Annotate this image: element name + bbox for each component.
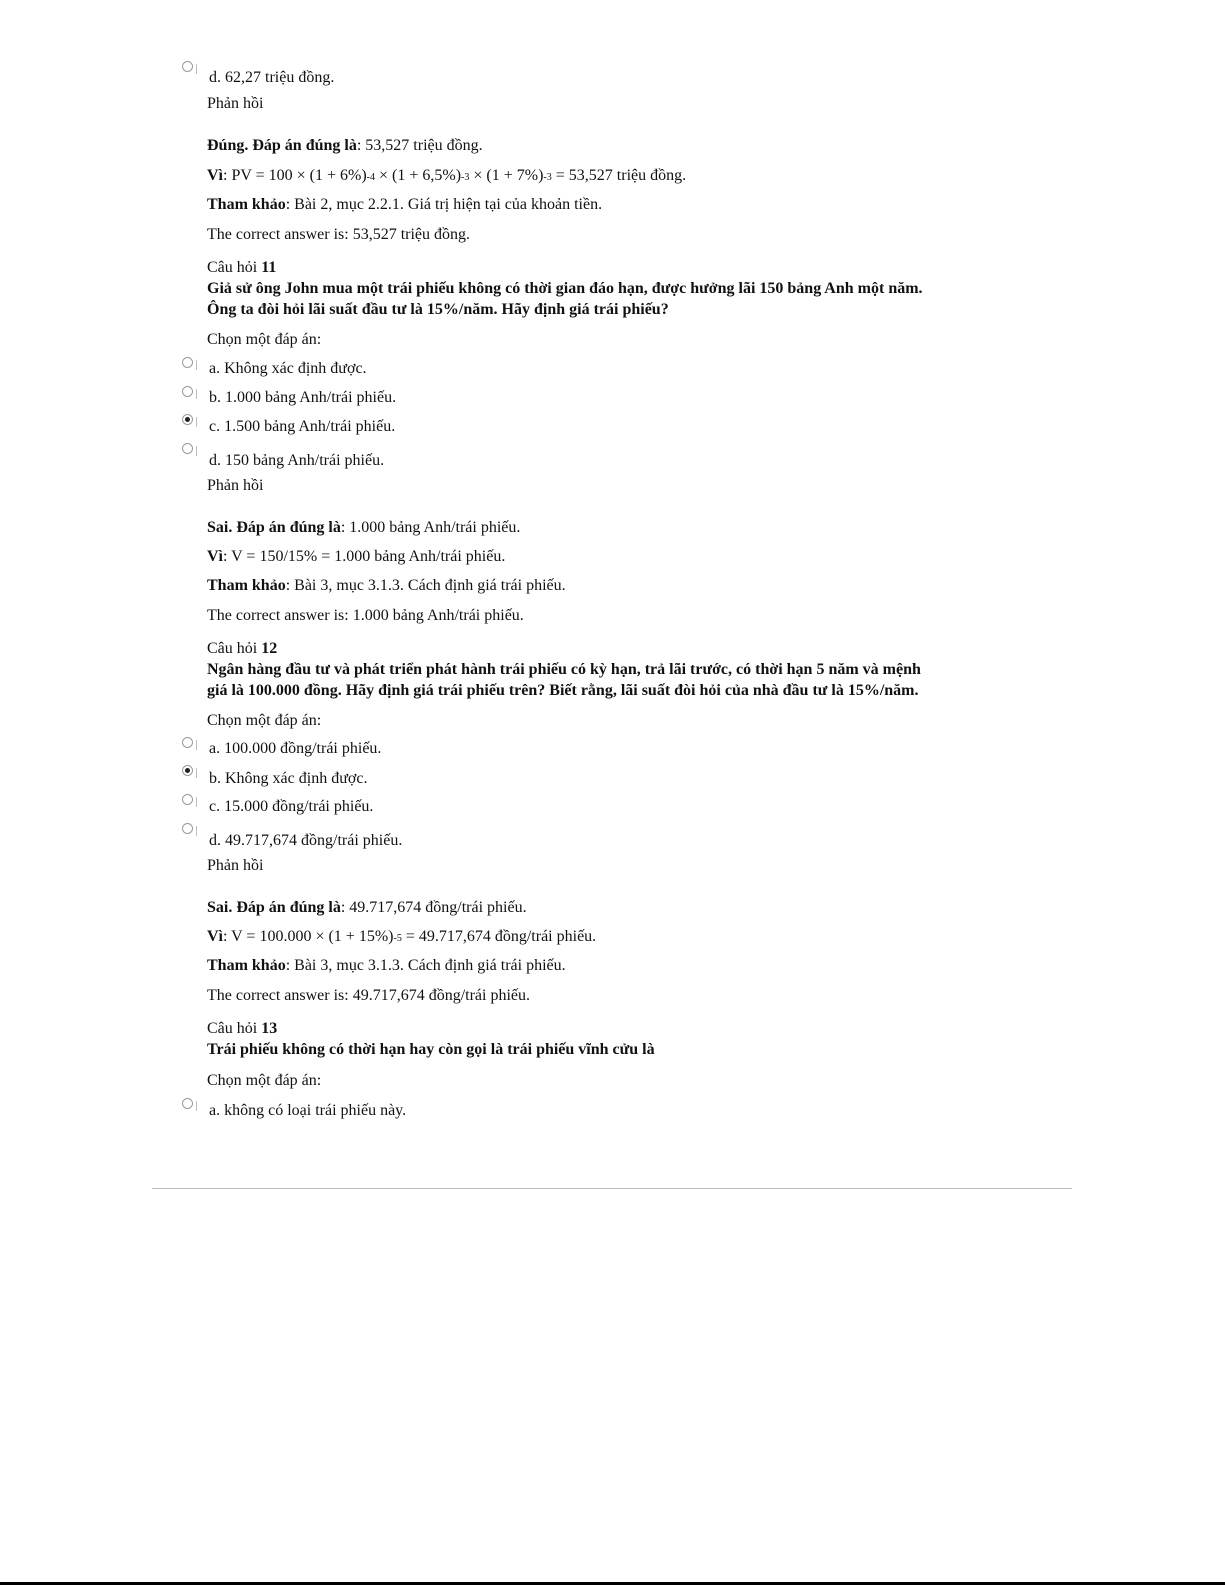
q11-feedback-heading: Phản hồi (207, 477, 264, 494)
q12-option-c-radio[interactable] (182, 794, 193, 805)
q10-reference-value: : Bài 2, mục 2.2.1. Giá trị hiện tại của khoản tiền. (285, 196, 603, 213)
q12-formula-part-1: : V = 100.000 × (1 + 15%) (223, 928, 394, 945)
q12-result-label: Sai. Đáp án đúng là (207, 899, 341, 916)
q11-label (207, 258, 276, 278)
q10-result-label: Đúng. Đáp án đúng là (207, 137, 357, 154)
q10-option-d: d. 62,27 triệu đồng. (209, 69, 335, 86)
q11-question-line-1: Giả sử ông John mua một trái phiếu không có thời gian đáo hạn, được hưởng lãi 150 bảng Anh một năm. (207, 280, 923, 297)
q13-label-text: Câu hỏi (207, 1020, 262, 1037)
q10-reference (207, 195, 602, 215)
q10-exponent-2: -3 (461, 172, 470, 183)
q12-choose-prompt: Chọn một đáp án: (207, 712, 322, 729)
q10-option-d-radio[interactable] (182, 61, 193, 72)
q11-explanation-value: : V = 150/15% = 1.000 bảng Anh/trái phiếu. (223, 548, 506, 565)
page-divider (152, 1188, 1072, 1189)
q11-explanation-label: Vì (207, 548, 223, 565)
q11-reference-value: : Bài 3, mục 3.1.3. Cách định giá trái phiếu. (285, 577, 566, 594)
q10-reference-label: Tham khảo (207, 196, 286, 213)
q10-feedback-heading: Phản hồi (207, 95, 264, 112)
q10-correct-answer: The correct answer is: 53,527 triệu đồng. (207, 226, 471, 243)
q12-label-text: Câu hỏi (207, 640, 262, 657)
q12-option-c[interactable]: c. 15.000 đồng/trái phiếu. (209, 798, 374, 815)
q12-option-a[interactable]: a. 100.000 đồng/trái phiếu. (209, 740, 382, 757)
q12-option-b[interactable]: b. Không xác định được. (209, 770, 368, 787)
q10-exponent-3: -3 (543, 172, 552, 183)
q11-number: 11 (261, 259, 277, 276)
q11-question-line-2: Ông ta đòi hỏi lãi suất đầu tư là 15%/năm. Hãy định giá trái phiếu? (207, 301, 669, 318)
q10-result-value: : 53,527 triệu đồng. (356, 137, 483, 154)
q10-formula-part-4: = 53,527 triệu đồng. (551, 167, 687, 184)
q11-reference (207, 576, 566, 596)
q11-result-label: Sai. Đáp án đúng là (207, 519, 341, 536)
q12-explanation (207, 927, 596, 949)
q11-choose-prompt: Chọn một đáp án: (207, 331, 322, 348)
q11-option-c[interactable]: c. 1.500 bảng Anh/trái phiếu. (209, 418, 396, 435)
q11-explanation (207, 547, 505, 567)
q12-reference-label: Tham khảo (207, 957, 286, 974)
q10-exponent-1: -4 (366, 172, 376, 183)
q12-feedback-heading: Phản hồi (207, 857, 264, 874)
q12-question-line-2: giá là 100.000 đồng. Hãy định giá trái phiếu trên? Biết rằng, lãi suất đòi hỏi của nhà đầu tư là 15%/năm. (207, 682, 919, 699)
q12-option-b-radio[interactable] (182, 765, 193, 776)
q11-result (207, 518, 520, 538)
q10-explanation (207, 166, 686, 188)
q13-number: 13 (261, 1020, 278, 1037)
q12-result-value: : 49.717,674 đồng/trái phiếu. (340, 899, 527, 916)
q13-option-a-radio[interactable] (182, 1098, 193, 1109)
q12-option-d[interactable]: d. 49.717,674 đồng/trái phiếu. (209, 832, 403, 849)
q12-formula-part-2: = 49.717,674 đồng/trái phiếu. (401, 928, 597, 945)
q11-option-c-radio[interactable] (182, 414, 193, 425)
q10-result (207, 136, 483, 156)
q12-exponent-1: -5 (393, 933, 402, 944)
q13-choose-prompt: Chọn một đáp án: (207, 1072, 322, 1089)
q10-formula-part-1: : PV = 100 × (1 + 6%) (223, 167, 367, 184)
q11-option-b-radio[interactable] (182, 386, 193, 397)
q12-label (207, 639, 277, 659)
q13-question-line-1: Trái phiếu không có thời hạn hay còn gọi là trái phiếu vĩnh cửu là (207, 1041, 655, 1058)
q11-reference-label: Tham khảo (207, 577, 286, 594)
q10-formula-part-3: × (1 + 7%) (469, 167, 544, 184)
q11-result-value: : 1.000 bảng Anh/trái phiếu. (340, 519, 521, 536)
q10-formula-part-2: × (1 + 6,5%) (375, 167, 462, 184)
q12-option-a-radio[interactable] (182, 737, 193, 748)
q10-explanation-label: Vì (207, 167, 223, 184)
q11-option-d[interactable]: d. 150 bảng Anh/trái phiếu. (209, 452, 385, 469)
q11-correct-answer: The correct answer is: 1.000 bảng Anh/trái phiếu. (207, 607, 524, 624)
q12-reference (207, 956, 566, 976)
q13-label (207, 1019, 277, 1039)
q11-option-b[interactable]: b. 1.000 bảng Anh/trái phiếu. (209, 389, 397, 406)
q12-reference-value: : Bài 3, mục 3.1.3. Cách định giá trái phiếu. (285, 957, 566, 974)
q12-option-d-radio[interactable] (182, 823, 193, 834)
q11-label-text: Câu hỏi (207, 259, 262, 276)
q11-option-a[interactable]: a. Không xác định được. (209, 360, 367, 377)
q12-correct-answer: The correct answer is: 49.717,674 đồng/trái phiếu. (207, 987, 531, 1004)
q13-option-a[interactable]: a. không có loại trái phiếu này. (209, 1102, 407, 1119)
q12-result (207, 898, 527, 918)
q11-option-d-radio[interactable] (182, 443, 193, 454)
q12-explanation-label: Vì (207, 928, 223, 945)
q12-number: 12 (261, 640, 278, 657)
q12-question-line-1: Ngân hàng đầu tư và phát triển phát hành trái phiếu có kỳ hạn, trả lãi trước, có thời hạn 5 năm và mệnh (207, 661, 921, 678)
q11-option-a-radio[interactable] (182, 357, 193, 368)
